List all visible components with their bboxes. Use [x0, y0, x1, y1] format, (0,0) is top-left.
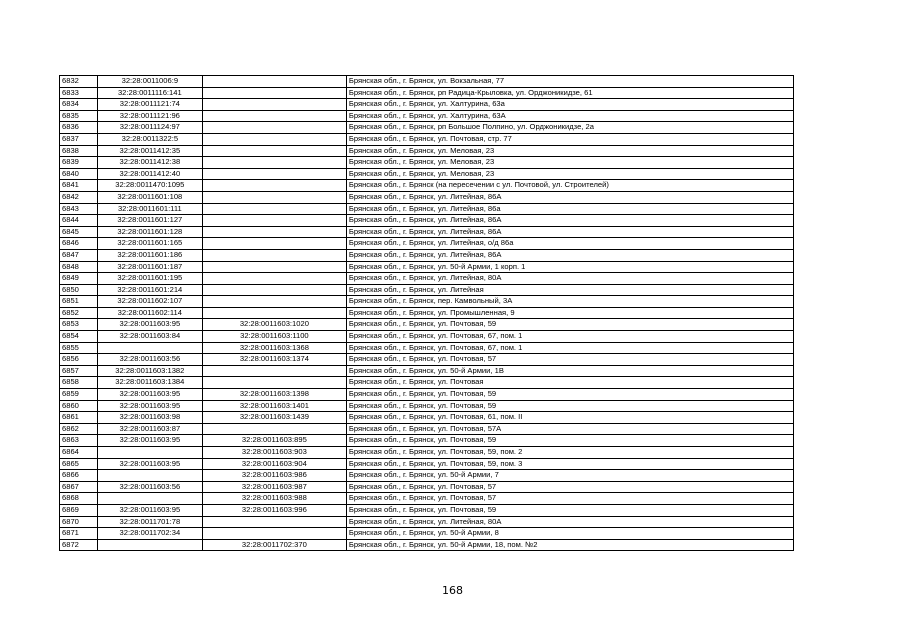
row-number-cell: 6839 [60, 157, 98, 169]
table-row [60, 458, 794, 470]
row-number-cell: 6859 [60, 389, 98, 401]
address-cell: Брянская обл., г. Брянск, ул. Халтурина, 63А [346, 110, 793, 122]
row-number-cell: 6865 [60, 458, 98, 470]
cadastral-number-cell: 32:28:0011412:40 [97, 168, 202, 180]
table-row [60, 87, 794, 99]
cadastral-number-cell: 32:28:0011603:56 [97, 481, 202, 493]
address-cell: Брянская обл., г. Брянск, ул. Литейная [346, 284, 793, 296]
table-row [60, 180, 794, 192]
address-cell: Брянская обл., г. Брянск, ул. Почтовая, 67, пом. 1 [346, 342, 793, 354]
address-cell: Брянская обл., г. Брянск, ул. Вокзальная, 77 [346, 76, 793, 88]
cadastral-number-cell [97, 470, 202, 482]
table-row [60, 168, 794, 180]
table-row [60, 423, 794, 435]
cadastral-number-cell: 32:28:0011470:1095 [97, 180, 202, 192]
address-cell: Брянская обл., г. Брянск, ул. Почтовая, 59 [346, 504, 793, 516]
sub-cadastral-number-cell [202, 99, 346, 111]
address-cell: Брянская обл., г. Брянск, ул. Почтовая, 59 [346, 389, 793, 401]
table-row [60, 516, 794, 528]
table-row [60, 133, 794, 145]
address-cell: Брянская обл., г. Брянск, ул. Почтовая, 57А [346, 423, 793, 435]
table-row [60, 365, 794, 377]
table-row [60, 319, 794, 331]
address-cell: Брянская обл., г. Брянск, ул. Почтовая, 59, пом. 2 [346, 447, 793, 459]
sub-cadastral-number-cell: 32:28:0011603:1020 [202, 319, 346, 331]
table-row [60, 539, 794, 551]
sub-cadastral-number-cell [202, 157, 346, 169]
address-cell: Брянская обл., г. Брянск, ул. Промышленная, 9 [346, 307, 793, 319]
cadastral-number-cell: 32:28:0011601:186 [97, 249, 202, 261]
cadastral-number-cell: 32:28:0011603:1382 [97, 365, 202, 377]
sub-cadastral-number-cell: 32:28:0011603:904 [202, 458, 346, 470]
address-cell: Брянская обл., г. Брянск, ул. Почтовая, 59 [346, 319, 793, 331]
address-cell: Брянская обл., г. Брянск, ул. Меловая, 23 [346, 157, 793, 169]
cadastral-number-cell: 32:28:0011601:187 [97, 261, 202, 273]
sub-cadastral-number-cell [202, 168, 346, 180]
row-number-cell: 6871 [60, 528, 98, 540]
table-row [60, 470, 794, 482]
sub-cadastral-number-cell [202, 133, 346, 145]
address-cell: Брянская обл., г. Брянск, ул. Почтовая, стр. 77 [346, 133, 793, 145]
row-number-cell: 6841 [60, 180, 98, 192]
address-cell: Брянская обл., г. Брянск, ул. Почтовая, 57 [346, 481, 793, 493]
cadastral-number-cell: 32:28:0011412:38 [97, 157, 202, 169]
sub-cadastral-number-cell [202, 284, 346, 296]
address-cell: Брянская обл., г. Брянск, ул. Почтовая [346, 377, 793, 389]
address-cell: Брянская обл., г. Брянск, ул. 50-й Армии, 18, пом. №2 [346, 539, 793, 551]
cadastral-number-cell: 32:28:0011601:165 [97, 238, 202, 250]
table-row [60, 215, 794, 227]
table-row [60, 342, 794, 354]
sub-cadastral-number-cell [202, 307, 346, 319]
table-row [60, 203, 794, 215]
table-row [60, 493, 794, 505]
cadastral-number-cell: 32:28:0011006:9 [97, 76, 202, 88]
row-number-cell: 6846 [60, 238, 98, 250]
row-number-cell: 6872 [60, 539, 98, 551]
sub-cadastral-number-cell [202, 273, 346, 285]
sub-cadastral-number-cell: 32:28:0011603:987 [202, 481, 346, 493]
cadastral-number-cell [97, 342, 202, 354]
table-row [60, 296, 794, 308]
table-row [60, 400, 794, 412]
cadastral-number-cell: 32:28:0011603:56 [97, 354, 202, 366]
address-cell: Брянская обл., г. Брянск, ул. 50-й Армии, 1 корп. 1 [346, 261, 793, 273]
row-number-cell: 6869 [60, 504, 98, 516]
row-number-cell: 6864 [60, 447, 98, 459]
sub-cadastral-number-cell [202, 377, 346, 389]
row-number-cell: 6845 [60, 226, 98, 238]
address-cell: Брянская обл., г. Брянск, ул. Меловая, 23 [346, 145, 793, 157]
address-cell: Брянская обл., г. Брянск (на пересечении с ул. Почтовой, ул. Строителей) [346, 180, 793, 192]
address-cell: Брянская обл., г. Брянск, ул. Почтовая, 57 [346, 354, 793, 366]
row-number-cell: 6842 [60, 191, 98, 203]
address-cell: Брянская обл., г. Брянск, ул. Почтовая, 57 [346, 493, 793, 505]
table-row [60, 435, 794, 447]
cadastral-number-cell: 32:28:0011124:97 [97, 122, 202, 134]
table-row [60, 377, 794, 389]
cadastral-number-cell: 32:28:0011601:214 [97, 284, 202, 296]
sub-cadastral-number-cell [202, 238, 346, 250]
sub-cadastral-number-cell: 32:28:0011603:1368 [202, 342, 346, 354]
sub-cadastral-number-cell [202, 215, 346, 227]
cadastral-number-cell: 32:28:0011601:111 [97, 203, 202, 215]
sub-cadastral-number-cell [202, 110, 346, 122]
table-row [60, 76, 794, 88]
sub-cadastral-number-cell [202, 226, 346, 238]
row-number-cell: 6862 [60, 423, 98, 435]
table-row [60, 284, 794, 296]
table-row [60, 226, 794, 238]
row-number-cell: 6833 [60, 87, 98, 99]
cadastral-number-cell: 32:28:0011601:195 [97, 273, 202, 285]
sub-cadastral-number-cell [202, 203, 346, 215]
sub-cadastral-number-cell: 32:28:0011603:1439 [202, 412, 346, 424]
cadastral-number-cell: 32:28:0011603:1384 [97, 377, 202, 389]
sub-cadastral-number-cell [202, 76, 346, 88]
table-row [60, 389, 794, 401]
cadastral-number-cell: 32:28:0011603:95 [97, 435, 202, 447]
cadastral-number-cell [97, 447, 202, 459]
sub-cadastral-number-cell: 32:28:0011603:1374 [202, 354, 346, 366]
table-row [60, 447, 794, 459]
table-row [60, 249, 794, 261]
table-row [60, 307, 794, 319]
sub-cadastral-number-cell [202, 122, 346, 134]
address-cell: Брянская обл., г. Брянск, ул. Литейная, 86а [346, 203, 793, 215]
cadastral-number-cell: 32:28:0011603:95 [97, 389, 202, 401]
address-cell: Брянская обл., г. Брянск, ул. Почтовая, 59 [346, 435, 793, 447]
registry-table [59, 75, 794, 551]
sub-cadastral-number-cell [202, 296, 346, 308]
row-number-cell: 6863 [60, 435, 98, 447]
row-number-cell: 6849 [60, 273, 98, 285]
sub-cadastral-number-cell: 32:28:0011603:895 [202, 435, 346, 447]
table-row [60, 261, 794, 273]
table-row [60, 145, 794, 157]
sub-cadastral-number-cell [202, 191, 346, 203]
address-cell: Брянская обл., г. Брянск, ул. Литейная, 80А [346, 516, 793, 528]
row-number-cell: 6837 [60, 133, 98, 145]
page-number: 168 [442, 584, 463, 597]
row-number-cell: 6867 [60, 481, 98, 493]
sub-cadastral-number-cell: 32:28:0011603:903 [202, 447, 346, 459]
row-number-cell: 6868 [60, 493, 98, 505]
row-number-cell: 6848 [60, 261, 98, 273]
row-number-cell: 6857 [60, 365, 98, 377]
table-row [60, 528, 794, 540]
row-number-cell: 6835 [60, 110, 98, 122]
cadastral-number-cell: 32:28:0011603:95 [97, 504, 202, 516]
row-number-cell: 6843 [60, 203, 98, 215]
cadastral-number-cell: 32:28:0011601:108 [97, 191, 202, 203]
cadastral-number-cell: 32:28:0011116:141 [97, 87, 202, 99]
address-cell: Брянская обл., г. Брянск, ул. Литейная, 80А [346, 273, 793, 285]
cadastral-number-cell: 32:28:0011322:5 [97, 133, 202, 145]
cadastral-number-cell: 32:28:0011602:114 [97, 307, 202, 319]
address-cell: Брянская обл., г. Брянск, рп Большое Полпино, ул. Орджоникидзе, 2а [346, 122, 793, 134]
address-cell: Брянская обл., г. Брянск, ул. Почтовая, 59, пом. 3 [346, 458, 793, 470]
sub-cadastral-number-cell [202, 423, 346, 435]
address-cell: Брянская обл., г. Брянск, ул. 50-й Армии, 7 [346, 470, 793, 482]
sub-cadastral-number-cell: 32:28:0011603:986 [202, 470, 346, 482]
sub-cadastral-number-cell: 32:28:0011603:996 [202, 504, 346, 516]
sub-cadastral-number-cell: 32:28:0011603:988 [202, 493, 346, 505]
row-number-cell: 6838 [60, 145, 98, 157]
row-number-cell: 6836 [60, 122, 98, 134]
table-row [60, 122, 794, 134]
cadastral-number-cell [97, 493, 202, 505]
address-cell: Брянская обл., г. Брянск, ул. Литейная, 86А [346, 226, 793, 238]
sub-cadastral-number-cell [202, 145, 346, 157]
row-number-cell: 6870 [60, 516, 98, 528]
row-number-cell: 6855 [60, 342, 98, 354]
cadastral-number-cell: 32:28:0011603:95 [97, 319, 202, 331]
sub-cadastral-number-cell: 32:28:0011603:1398 [202, 389, 346, 401]
table-row [60, 331, 794, 343]
table-row [60, 238, 794, 250]
table-row [60, 412, 794, 424]
table-row [60, 157, 794, 169]
cadastral-number-cell: 32:28:0011702:34 [97, 528, 202, 540]
table-row [60, 110, 794, 122]
table-row [60, 504, 794, 516]
sub-cadastral-number-cell: 32:28:0011603:1100 [202, 331, 346, 343]
cadastral-number-cell: 32:28:0011603:87 [97, 423, 202, 435]
row-number-cell: 6858 [60, 377, 98, 389]
registry-table-body [60, 76, 794, 551]
address-cell: Брянская обл., г. Брянск, пер. Камвольный, 3А [346, 296, 793, 308]
row-number-cell: 6851 [60, 296, 98, 308]
table-row [60, 273, 794, 285]
cadastral-number-cell: 32:28:0011412:35 [97, 145, 202, 157]
cadastral-number-cell: 32:28:0011601:127 [97, 215, 202, 227]
sub-cadastral-number-cell [202, 180, 346, 192]
sub-cadastral-number-cell: 32:28:0011702:370 [202, 539, 346, 551]
cadastral-number-cell: 32:28:0011601:128 [97, 226, 202, 238]
row-number-cell: 6852 [60, 307, 98, 319]
address-cell: Брянская обл., г. Брянск, ул. Халтурина, 63а [346, 99, 793, 111]
row-number-cell: 6840 [60, 168, 98, 180]
row-number-cell: 6866 [60, 470, 98, 482]
address-cell: Брянская обл., г. Брянск, ул. Почтовая, 67, пом. 1 [346, 331, 793, 343]
address-cell: Брянская обл., г. Брянск, ул. Почтовая, 59 [346, 400, 793, 412]
address-cell: Брянская обл., г. Брянск, ул. 50-й Армии, 8 [346, 528, 793, 540]
address-cell: Брянская обл., г. Брянск, ул. Литейная, 86А [346, 215, 793, 227]
cadastral-number-cell: 32:28:0011602:107 [97, 296, 202, 308]
cadastral-number-cell: 32:28:0011603:95 [97, 400, 202, 412]
address-cell: Брянская обл., г. Брянск, ул. 50-й Армии, 1В [346, 365, 793, 377]
address-cell: Брянская обл., г. Брянск, рп Радица-Крыловка, ул. Орджоникидзе, 61 [346, 87, 793, 99]
address-cell: Брянская обл., г. Брянск, ул. Литейная, о/д 86а [346, 238, 793, 250]
row-number-cell: 6850 [60, 284, 98, 296]
row-number-cell: 6856 [60, 354, 98, 366]
sub-cadastral-number-cell [202, 516, 346, 528]
address-cell: Брянская обл., г. Брянск, ул. Меловая, 23 [346, 168, 793, 180]
row-number-cell: 6832 [60, 76, 98, 88]
address-cell: Брянская обл., г. Брянск, ул. Почтовая, 61, пом. II [346, 412, 793, 424]
table-row [60, 481, 794, 493]
cadastral-number-cell: 32:28:0011603:98 [97, 412, 202, 424]
address-cell: Брянская обл., г. Брянск, ул. Литейная, 86А [346, 249, 793, 261]
sub-cadastral-number-cell: 32:28:0011603:1401 [202, 400, 346, 412]
sub-cadastral-number-cell [202, 261, 346, 273]
cadastral-number-cell [97, 539, 202, 551]
row-number-cell: 6834 [60, 99, 98, 111]
cadastral-number-cell: 32:28:0011121:96 [97, 110, 202, 122]
row-number-cell: 6844 [60, 215, 98, 227]
cadastral-number-cell: 32:28:0011701:78 [97, 516, 202, 528]
table-row [60, 191, 794, 203]
sub-cadastral-number-cell [202, 365, 346, 377]
sub-cadastral-number-cell [202, 528, 346, 540]
row-number-cell: 6854 [60, 331, 98, 343]
table-row [60, 99, 794, 111]
cadastral-number-cell: 32:28:0011121:74 [97, 99, 202, 111]
sub-cadastral-number-cell [202, 87, 346, 99]
cadastral-number-cell: 32:28:0011603:95 [97, 458, 202, 470]
row-number-cell: 6853 [60, 319, 98, 331]
table-row [60, 354, 794, 366]
sub-cadastral-number-cell [202, 249, 346, 261]
row-number-cell: 6861 [60, 412, 98, 424]
row-number-cell: 6860 [60, 400, 98, 412]
address-cell: Брянская обл., г. Брянск, ул. Литейная, 86А [346, 191, 793, 203]
cadastral-number-cell: 32:28:0011603:84 [97, 331, 202, 343]
row-number-cell: 6847 [60, 249, 98, 261]
